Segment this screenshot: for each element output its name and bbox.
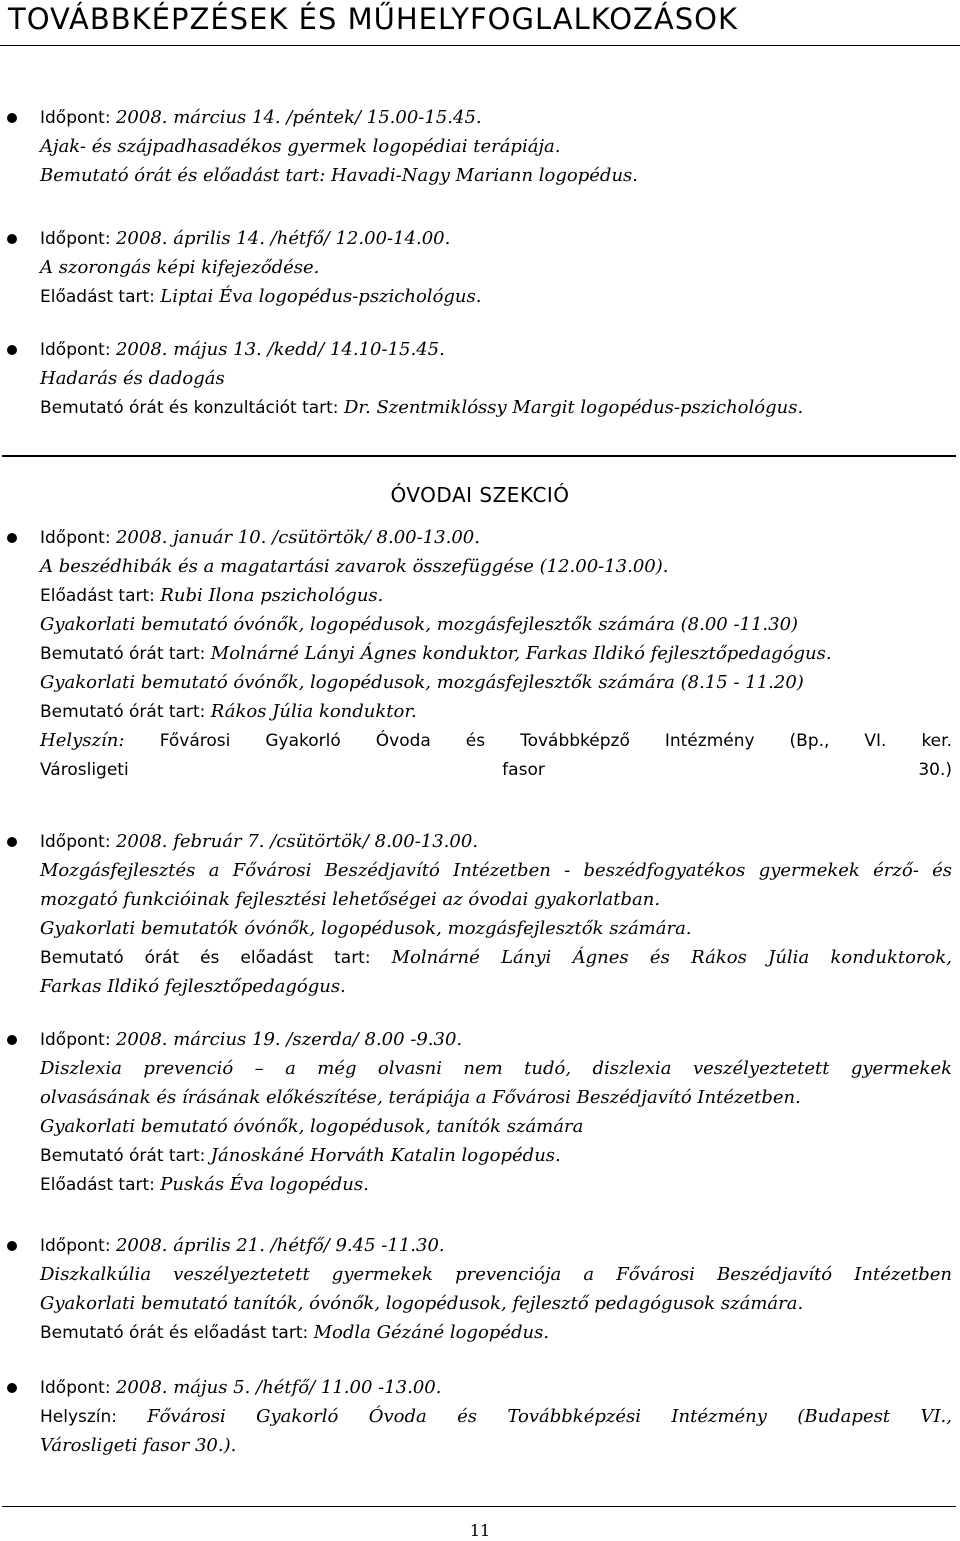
text-segment: 2008. február 7. /csütörtök/ 8.00-13.00. <box>115 831 479 852</box>
event-detail-line <box>40 1112 952 1141</box>
text-segment: Puskás Éva logopédus. <box>160 1174 369 1195</box>
text-segment: Liptai Éva logopédus-pszichológus. <box>160 286 482 307</box>
event-date-line <box>40 523 952 552</box>
text-segment: Bemutató órát tart: <box>40 702 211 722</box>
header-rule <box>0 45 960 46</box>
text-segment: Városligeti fasor 30.) <box>40 760 952 780</box>
event-date-line <box>40 1231 952 1260</box>
text-segment: Rákos Júlia konduktor. <box>210 701 417 722</box>
bullet-icon <box>7 837 17 847</box>
text-segment: Időpont: <box>40 528 116 548</box>
text-segment: Bemutató órát és előadást tart: <box>40 1323 314 1343</box>
text-segment: Időpont: <box>40 229 116 249</box>
text-segment: Mozgásfejlesztés a Fővárosi Beszédjavító Intézetben - beszédfogyatékos gyermekek érző- és <box>40 860 952 881</box>
text-segment: Jánoskáné Horváth Katalin logopédus. <box>210 1145 561 1166</box>
event-detail-line <box>40 253 952 282</box>
event-detail-line <box>40 364 952 393</box>
event-entry <box>40 103 952 190</box>
event-detail-line <box>40 914 952 943</box>
event-detail-line <box>40 697 952 726</box>
text-segment: 2008. március 14. /péntek/ 15.00-15.45. <box>115 107 482 128</box>
page-header: TOVÁBBKÉPZÉSEK ÉS MŰHELYFOGLALKOZÁSOK <box>8 2 738 36</box>
event-entry <box>40 1373 952 1460</box>
event-detail-line <box>40 885 952 914</box>
text-segment: Gyakorlati bemutató tanítók, óvónők, logopédusok, fejlesztő pedagógusok számára. <box>40 1293 804 1314</box>
event-date-line <box>40 1025 952 1054</box>
text-segment: Fővárosi Gyakorló Óvoda és Továbbképzési Intézmény (Budapest VI., <box>147 1406 952 1427</box>
page-number: 11 <box>469 1521 491 1540</box>
event-entry <box>40 827 952 1001</box>
text-segment: Előadást tart: <box>40 1175 161 1195</box>
text-segment: Bemutató órát és előadást tart: <box>40 948 392 968</box>
event-detail-line <box>40 393 952 422</box>
bullet-icon <box>7 234 17 244</box>
event-detail-line <box>40 610 952 639</box>
text-segment: Bemutató órát és előadást tart: Havadi-Nagy Mariann logopédus. <box>40 165 638 186</box>
text-segment: 2008. március 19. /szerda/ 8.00 -9.30. <box>115 1029 463 1050</box>
bullet-icon <box>7 533 17 543</box>
bullet-icon <box>7 113 17 123</box>
event-detail-line <box>40 755 952 784</box>
text-segment: 2008. január 10. /csütörtök/ 8.00-13.00. <box>115 527 480 548</box>
event-detail-line <box>40 1054 952 1083</box>
text-segment: Időpont: <box>40 340 116 360</box>
text-segment: Gyakorlati bemutatók óvónők, logopédusok, mozgásfejlesztők számára. <box>40 918 692 939</box>
section-title: ÓVODAI SZEKCIÓ <box>390 483 570 507</box>
text-segment: Gyakorlati bemutató óvónők, logopédusok, mozgásfejlesztők számára (8.15 - 11.20) <box>40 672 804 693</box>
text-segment: 2008. április 14. /hétfő/ 12.00-14.00. <box>115 228 451 249</box>
event-date-line <box>40 224 952 253</box>
event-detail-line <box>40 1318 952 1347</box>
event-detail-line <box>40 581 952 610</box>
text-segment: Városligeti fasor 30.). <box>40 1435 237 1456</box>
event-detail-line <box>40 972 952 1001</box>
event-date-line <box>40 335 952 364</box>
text-segment: 2008. május 5. /hétfő/ 11.00 -13.00. <box>115 1377 442 1398</box>
text-segment: 2008. május 13. /kedd/ 14.10-15.45. <box>115 339 445 360</box>
text-segment: Diszkalkúlia veszélyeztetett gyermekek prevenciója a Fővárosi Beszédjavító Intézetben <box>40 1264 952 1285</box>
event-detail-line <box>40 726 952 755</box>
event-entry <box>40 335 952 422</box>
text-segment: Előadást tart: <box>40 586 161 606</box>
text-segment: Modla Gézáné logopédus. <box>313 1322 550 1343</box>
text-segment: Időpont: <box>40 108 116 128</box>
text-segment: A beszédhibák és a magatartási zavarok összefüggése (12.00-13.00). <box>40 556 669 577</box>
text-segment: Farkas Ildikó fejlesztőpedagógus. <box>40 976 346 997</box>
event-detail-line <box>40 1170 952 1199</box>
text-segment: Diszlexia prevenció – a még olvasni nem tudó, diszlexia veszélyeztetett gyermekek <box>40 1058 952 1079</box>
text-segment: Molnárné Lányi Ágnes és Rákos Júlia konduktorok, <box>391 947 952 968</box>
event-detail-line <box>40 161 952 190</box>
event-detail-line <box>40 1260 952 1289</box>
event-detail-line <box>40 639 952 668</box>
event-detail-line <box>40 552 952 581</box>
event-detail-line <box>40 1431 952 1460</box>
event-detail-line <box>40 132 952 161</box>
text-segment: Rubi Ilona pszichológus. <box>160 585 384 606</box>
bullet-icon <box>7 1383 17 1393</box>
event-detail-line <box>40 943 952 972</box>
text-segment: Molnárné Lányi Ágnes konduktor, Farkas Ildikó fejlesztőpedagógus. <box>210 643 832 664</box>
event-date-line <box>40 827 952 856</box>
text-segment: Időpont: <box>40 832 116 852</box>
bullet-icon <box>7 345 17 355</box>
text-segment: Helyszín: <box>40 730 160 751</box>
text-segment: Gyakorlati bemutató óvónők, logopédusok, tanítók számára <box>40 1116 584 1137</box>
text-segment: A szorongás képi kifejeződése. <box>40 257 320 278</box>
text-segment: Bemutató órát és konzultációt tart: <box>40 398 344 418</box>
text-segment: olvasásának és írásának előkészítése, terápiája a Fővárosi Beszédjavító Intézetben. <box>40 1087 801 1108</box>
text-segment: Időpont: <box>40 1030 116 1050</box>
text-segment: 2008. április 21. /hétfő/ 9.45 -11.30. <box>115 1235 445 1256</box>
event-entry <box>40 523 952 784</box>
event-detail-line <box>40 282 952 311</box>
text-segment: Helyszín: <box>40 1407 148 1427</box>
text-segment: Ajak- és szájpadhasadékos gyermek logopédiai terápiája. <box>40 136 561 157</box>
footer-rule <box>2 1506 956 1507</box>
text-segment: Hadarás és dadogás <box>40 368 225 389</box>
bullet-icon <box>7 1035 17 1045</box>
text-segment: Bemutató órát tart: <box>40 1146 211 1166</box>
event-entry <box>40 1231 952 1347</box>
event-date-line <box>40 103 952 132</box>
text-segment: Időpont: <box>40 1378 116 1398</box>
event-detail-line <box>40 1141 952 1170</box>
text-segment: Gyakorlati bemutató óvónők, logopédusok, mozgásfejlesztők számára (8.00 -11.30) <box>40 614 799 635</box>
text-segment: mozgató funkcióinak fejlesztési lehetőségei az óvodai gyakorlatban. <box>40 889 661 910</box>
section-divider <box>2 455 956 457</box>
event-date-line <box>40 1373 952 1402</box>
bullet-icon <box>7 1241 17 1251</box>
text-segment: Időpont: <box>40 1236 116 1256</box>
event-detail-line <box>40 1083 952 1112</box>
text-segment: Dr. Szentmiklóssy Margit logopédus-pszichológus. <box>343 397 804 418</box>
event-entry <box>40 224 952 311</box>
text-segment: Fővárosi Gyakorló Óvoda és Továbbképző Intézmény (Bp., VI. ker. <box>159 731 952 751</box>
event-detail-line <box>40 856 952 885</box>
event-detail-line <box>40 668 952 697</box>
text-segment: Bemutató órát tart: <box>40 644 211 664</box>
event-detail-line <box>40 1289 952 1318</box>
event-detail-line <box>40 1402 952 1431</box>
event-entry <box>40 1025 952 1199</box>
text-segment: Előadást tart: <box>40 287 161 307</box>
